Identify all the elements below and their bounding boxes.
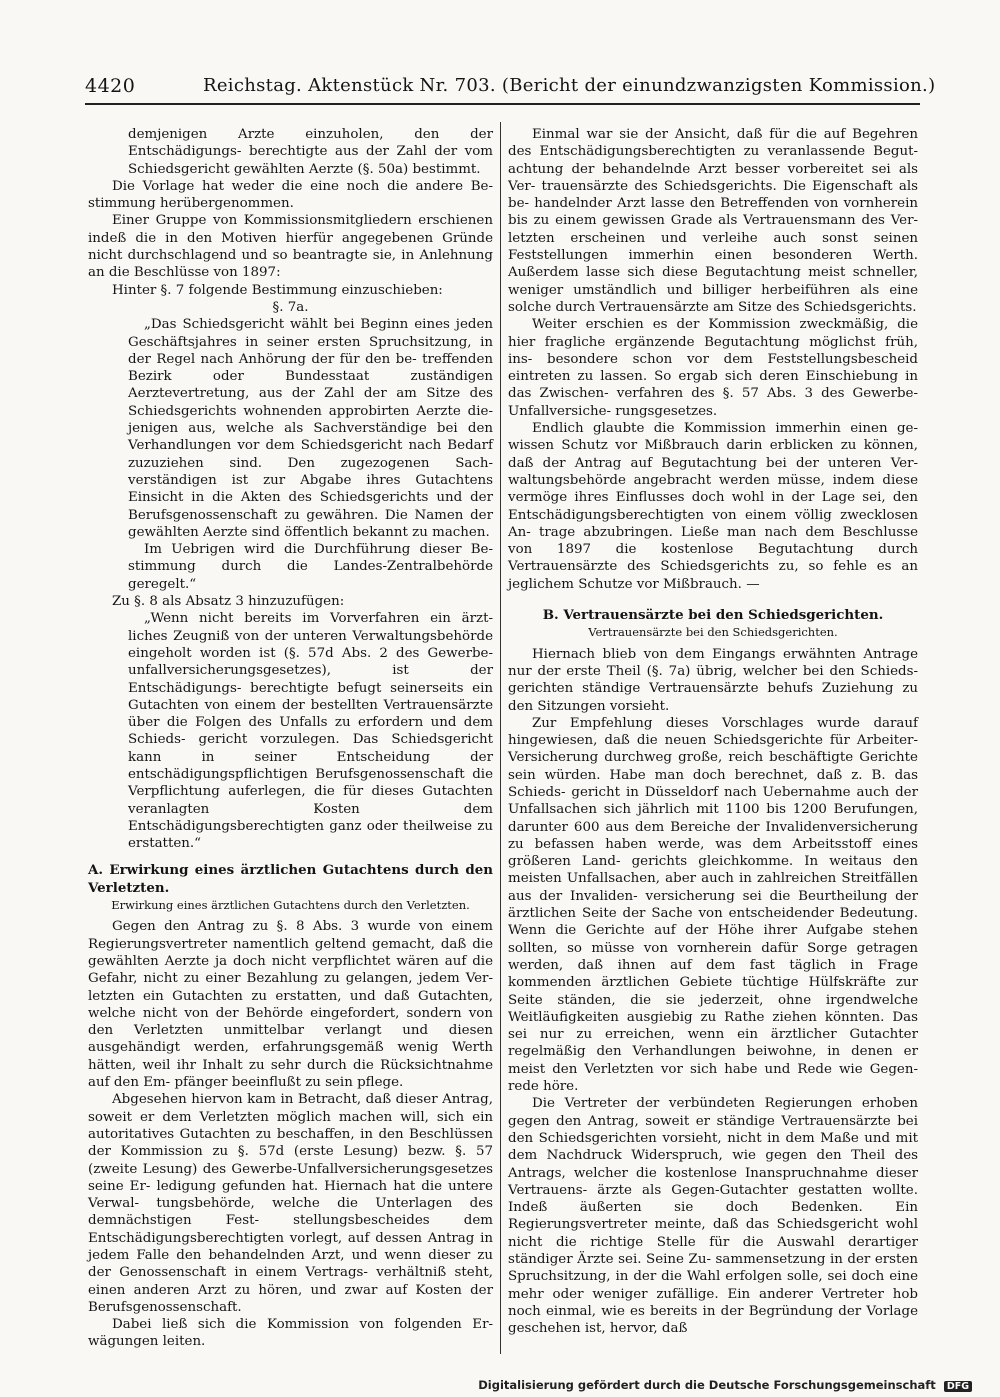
- paragraph: Dabei ließ sich die Kommission von folgenden Er- wägungen leiten.: [88, 1317, 493, 1350]
- paragraph: Hinter §. 7 folgende Bestimmung einzuschieben:: [112, 282, 443, 298]
- running-title: Reichstag. Aktenstück Nr. 703. (Bericht der einundzwanzigsten Kommission.): [203, 75, 936, 96]
- section-heading: Erwirkung eines ärztlichen Gutachtens durch den Verletzten.: [111, 898, 470, 913]
- section-heading: B. Vertrauensärzte bei den Schiedsgerichten.: [542, 607, 884, 624]
- paragraph: Zur Empfehlung dieses Vorschlages wurde darauf hingewiesen, daß die neuen Schiedsgerichte für Arbeiter- Versicherung durchweg große, reich beschäftigte Gerichte sein würden. Habe man doch berechnet, daß z. B. das Schieds- gericht in Düsseldorf nach Uebernahme auch der Unfallsachen sich jährlich mit 1100 bis 1200 Berufungen, darunter 600 aus dem Bereiche der Invalidenversicherung zu befassen haben werde, was dem Arbeitsstoff eines größeren Land- gerichts gleichkomme. In weitaus den meisten Unfallsachen, aber auch in zahlreichen Streitfällen aus der Invaliden- versicherung sei die Beurtheilung der ärztlichen Seite der Sache von entscheidender Bedeutung. Wenn die Gerichte auf der Höhe ihrer Aufgabe stehen sollten, so müsse von vornherein dafür Sorge getragen werden, daß ihnen auf dem fast täglich in Frage kommenden ärztlichen Gebiete tüchtige Hülfskräfte zur Seite ständen, die sie jederzeit, ohne irgendwelche Weitläufigkeiten ausgiebig zu Rathe ziehen könnten. Das sei nur zu erreichen, wenn ein ärztlicher Gutachter regelmäßig den Verhandlungen beiwohne, in denen er meist den Verletzten vor sich habe und Rede wie Gegen- rede höre.: [508, 715, 918, 1095]
- credit-text: Digitalisierung gefördert durch die Deutsche Forschungsgemeinschaft: [478, 1378, 936, 1392]
- dfg-logo: DFG: [944, 1381, 972, 1392]
- paragraph: Gegen den Antrag zu §. 8 Abs. 3 wurde von einem Regierungsvertreter namentlich geltend gemacht, daß die gewählten Aerzte ja doch nicht verpflichtet wären auf die Gefahr, nicht zu einer Bezahlung zu gelangen, jedem Ver- letzten ein Gutachten zu erstatten, und daß Gutachten, welche nicht von der Behörde eingefordert, sondern von den Verletzten unmittelbar verlangt und diesen ausgehändigt werden, erfahrungsgemäß wenig Werth hätten, weil ihr Inhalt zu sehr durch die Rücksichtnahme auf den Em- pfänger beeinflußt zu sein pflege.: [88, 919, 493, 1091]
- left-column: [88, 126, 493, 1351]
- paragraph: „Wenn nicht bereits im Vorverfahren ein ärzt- liches Zeugniß von der unteren Verwaltungsbehörde eingeholt worden ist (§. 57d Abs. 2 des Gewerbe- unfallversicherungsgesetzes), ist der Entschädigungs- berechtigte befugt seinerseits ein Gutachten von einem der bestellten Vertrauensärzte über die Folgen des Unfalls zu erfordern und dem Schieds- gericht vorzulegen. Das Schiedsgericht kann in seiner Entscheidung der entschädigungspflichtigen Berufsgenossenschaft die Verpflichtung auferlegen, die für dieses Gutachten veranlagten Kosten dem Entschädigungsberechtigten ganz oder theilweise zu erstatten.“: [128, 611, 493, 852]
- digitization-credit: [478, 1378, 972, 1392]
- paragraph: Einmal war sie der Ansicht, daß für die auf Begehren des Entschädigungsberechtigten zu veranlassende Begut- achtung der behandelnde Arzt besser vorbereitet sei als Ver- trauensärzte des Schiedsgerichts. Die Eigenschaft als be- handelnder Arzt lasse den Betreffenden von vornherein bis zu einem gewissen Grade als Vertrauensmann des Ver- letzten erscheinen und verleihe auch sonst seinen Feststellungen immerhin einen besonderen Werth. Außerdem lasse sich diese Begutachtung meist schneller, weniger umständlich und billiger herbeiführen als eine solche durch Vertrauensärzte am Sitze des Schiedsgerichts.: [508, 127, 918, 315]
- paragraph: Im Uebrigen wird die Durchführung dieser Be- stimmung durch die Landes-Zentralbehörde geregelt.“: [128, 542, 493, 592]
- paragraph: Zu §. 8 als Absatz 3 hinzuzufügen:: [112, 594, 345, 610]
- paragraph: Einer Gruppe von Kommissionsmitgliedern erschienen indeß die in den Motiven hierfür angegebenen Gründe nicht durchschlagend und so beantragte sie, in Anlehnung an die Beschlüsse von 1897:: [88, 213, 493, 281]
- paragraph: Die Vertreter der verbündeten Regierungen erhoben gegen den Antrag, soweit er ständige Vertrauensärzte bei den Schiedsgerichten vorsieht, nicht in dem Maße und mit dem Nachdruck Widerspruch, wie gegen den Theil des Antrags, welcher die kostenlose Inanspruchnahme dieser Vertrauens- ärzte als Gegen-Gutachter gestatten wollte. Indeß äußerten sie doch Bedenken. Ein Regierungsvertreter meinte, daß das Schiedsgericht wohl nicht die richtige Stelle für die Auswahl derartiger ständiger Ärzte sei. Seine Zu- sammensetzung in der ersten Spruchsitzung, in der die Wahl erfolgen solle, sei doch eine mehr oder weniger zufällige. Ein anderer Vertreter hob noch einmal, wie es bereits in der Begründung der Vorlage geschehen ist, hervor, daß: [508, 1096, 918, 1337]
- page-number: 4420: [85, 75, 136, 97]
- header-rule: [85, 103, 920, 105]
- column-divider: [500, 122, 501, 1354]
- paragraph: Die Vorlage hat weder die eine noch die andere Be- stimmung herübergenommen.: [88, 178, 493, 212]
- paragraph: §. 7a.: [272, 299, 309, 315]
- paragraph: Weiter erschien es der Kommission zweckmäßig, die hier fragliche ergänzende Begutachtung möglichst früh, ins- besondere schon vor dem Feststellungsbescheid eintreten zu lassen. So ergab sich deren Einschiebung in das Zwischen- verfahren des §. 57 Abs. 3 des Gewerbe-Unfallversiche- rungsgesetzes.: [508, 317, 918, 419]
- page-header: [85, 75, 936, 105]
- paragraph: Endlich glaubte die Kommission immerhin einen ge- wissen Schutz vor Mißbrauch darin erblicken zu können, daß der Antrag auf Begutachtung bei der unteren Ver- waltungsbehörde angebracht werden müsse, indem diese vermöge ihres Einflusses doch wohl in der Lage sei, den Entschädigungsberechtigten von einem völlig zwecklosen An- trage abzubringen. Ließe man nach dem Beschlusse von 1897 die kostenlose Begutachtung durch Vertrauensärzte des Schiedsgerichts zu, so fehle es an jeglichem Schutze vor Mißbrauch. —: [508, 421, 918, 592]
- paragraph: Abgesehen hiervon kam in Betracht, daß dieser Antrag, soweit er dem Verletzten möglich machen will, sich ein autoritatives Gutachten zu beschaffen, in den Beschlüssen der Kommission zu §. 57d (erste Lesung) bezw. §. 57 (zweite Lesung) des Gewerbe-Unfallversicherungsgesetzes seine Er- ledigung gefunden hat. Hiernach hat die untere Verwal- tungsbehörde, welche die Unterlagen des demnächstigen Fest- stellungsbescheides dem Entschädigungsberechtigten vorlegt, auf dessen Antrag in jedem Falle den behandelnden Arzt, und wenn dieser zu der Genossenschaft in einem Vertrags- verhältniß steht, einen anderen Arzt zu hören, und zwar auf Kosten der Berufsgenossenschaft.: [88, 1092, 493, 1315]
- right-column: [508, 126, 918, 1337]
- section-heading: A. Erwirkung eines ärztlichen Gutachtens durch den Verletzten.: [88, 862, 493, 896]
- paragraph: demjenigen Arzte einzuholen, den der Entschädigungs- berechtigte aus der Zahl der vom Schiedsgericht gewählten Aerzte (§. 50a) bestimmt.: [128, 127, 493, 177]
- paragraph: „Das Schiedsgericht wählt bei Beginn eines jeden Geschäftsjahres in seiner ersten Spruchsitzung, in der Regel nach Anhörung der für den be- treffenden Bezirk oder Bundesstaat zuständigen Aerztevertretung, aus der Zahl der am Sitze des Schiedsgerichts wohnenden approbirten Aerzte die- jenigen aus, welche als Sachverständige bei den Verhandlungen vor dem Schiedsgericht nach Bedarf zuzuziehen sind. Den zugezogenen Sach- verständigen ist zur Abgabe ihres Gutachtens Einsicht in die Akten des Schiedsgerichts und der Berufsgenossenschaft zu gewähren. Die Namen der gewählten Aerzte sind öffentlich bekannt zu machen.: [128, 317, 493, 540]
- section-heading: Vertrauensärzte bei den Schiedsgerichten.: [588, 625, 838, 640]
- paragraph: Hiernach blieb von dem Eingangs erwähnten Antrage nur der erste Theil (§. 7a) übrig, welcher bei den Schieds- gerichten ständige Vertrauensärzte behufs Zuziehung zu den Sitzungen vorsieht.: [508, 646, 918, 714]
